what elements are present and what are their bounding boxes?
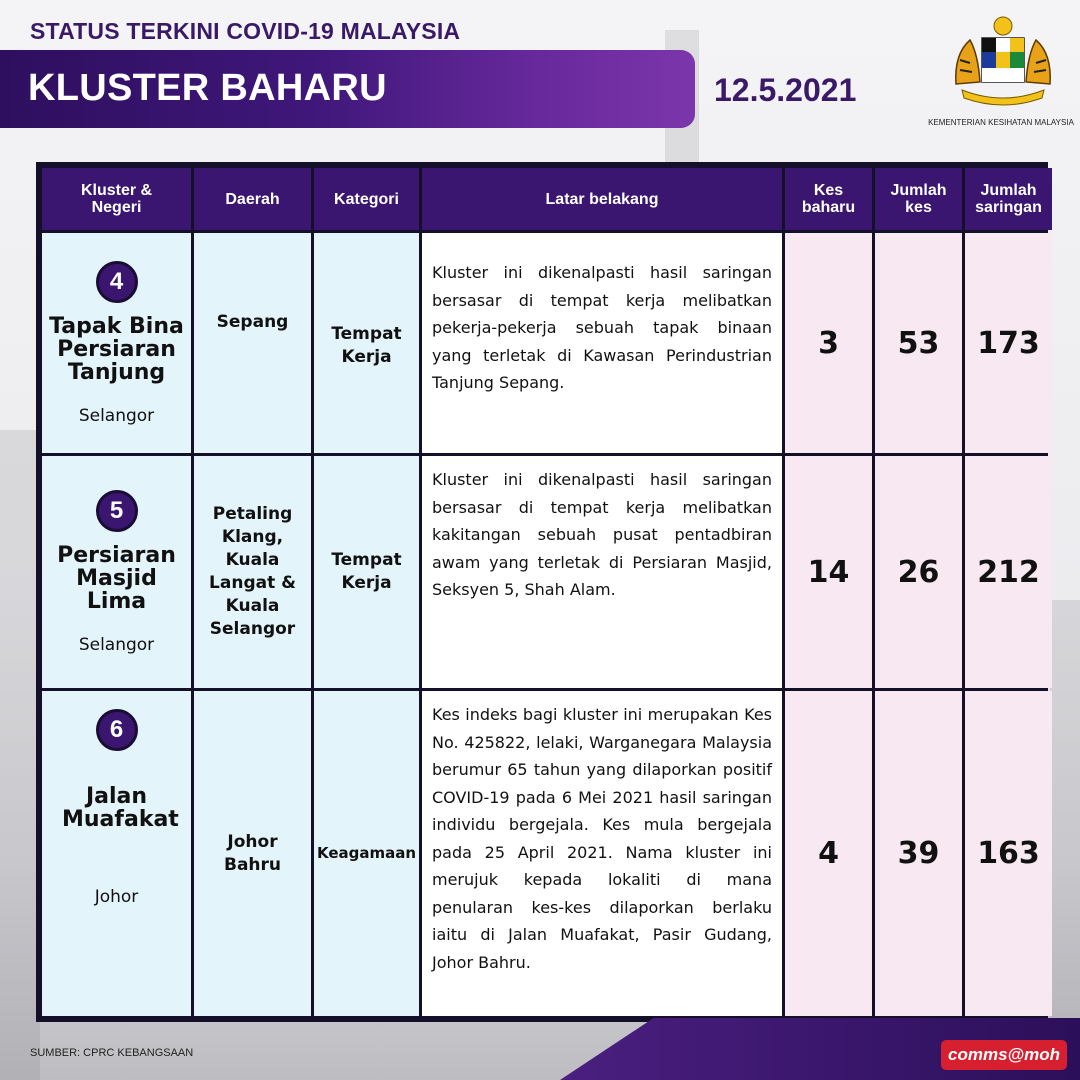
total-screening-cell <box>965 456 1052 688</box>
cluster-cell <box>42 456 191 688</box>
category-text: Keagamaan <box>316 844 417 862</box>
background-text: Kluster ini dikenalpasti hasil saringan bersasar di tempat kerja melibatkan pekerja-pekerja sebuah tapak binaan yang terletak di Kawasan Perindustrian Tanjung Sepang. <box>432 263 772 392</box>
cluster-state: Johor <box>94 887 139 907</box>
page-title: KLUSTER BAHARU <box>28 67 387 109</box>
district-cell <box>194 233 311 453</box>
district-text: Sepang <box>216 312 289 332</box>
total-cases-value: 53 <box>897 325 940 361</box>
background-cell <box>422 233 782 453</box>
background-text: Kes indeks bagi kluster ini merupakan Kes No. 425822, lelaki, Warganegara Malaysia berumur 65 tahun yang dilaporkan positif COVID-19 pada 6 Mei 2021 hasil saringan individu bergejala. Kes mula bergejala pada 25 April 2021. Nama kluster ini merujuk kepada lokaliti di mana penularan kes-kes dilaporkan berlaku iaitu di Jalan Muafakat, Pasir Gudang, Johor Bahru. <box>432 705 772 972</box>
district-cell <box>194 456 311 688</box>
cluster-number-badge: 4 <box>96 261 138 303</box>
background-cell <box>422 456 782 688</box>
cluster-name: Persiaran Masjid Lima <box>57 542 176 614</box>
category-text: Tempat Kerja <box>331 550 402 593</box>
new-cases-value: 3 <box>818 325 839 361</box>
category-cell <box>314 456 419 688</box>
district-text: Petaling Klang, Kuala Langat & Kuala Selangor <box>209 504 296 639</box>
title-banner <box>0 50 695 128</box>
total-cases-cell <box>875 691 962 1016</box>
total-screening-cell <box>965 691 1052 1016</box>
cluster-state: Selangor <box>78 634 155 655</box>
cluster-table <box>36 162 1048 1022</box>
cluster-number-badge: 6 <box>96 709 138 751</box>
header-latar: Latar belakang <box>422 168 782 230</box>
table-header-row <box>42 168 1052 230</box>
total-cases-value: 39 <box>897 836 940 871</box>
table-row <box>42 456 1052 688</box>
new-cases-value: 4 <box>818 836 839 871</box>
source-label: SUMBER: CPRC KEBANGSAAN <box>30 1047 194 1059</box>
header-kategori: Kategori <box>314 168 419 230</box>
background-cell <box>422 691 782 1016</box>
category-text: Tempat Kerja <box>331 324 402 367</box>
ministry-label: KEMENTERIAN KESIHATAN MALAYSIA <box>928 118 1074 127</box>
total-screening-value: 212 <box>977 554 1040 590</box>
district-text: Johor Bahru <box>223 831 282 875</box>
header-jumlah-kes: Jumlah kes <box>875 168 962 230</box>
background-building <box>0 430 40 1080</box>
header-jumlah-saringan: Jumlah saringan <box>965 168 1052 230</box>
new-cases-cell <box>785 456 872 688</box>
report-date: 12.5.2021 <box>714 72 857 108</box>
new-cases-cell <box>785 233 872 453</box>
category-cell <box>314 233 419 453</box>
header-kluster: Kluster & Negeri <box>42 168 191 230</box>
cluster-name: Jalan Muafakat <box>62 784 179 832</box>
cluster-cell <box>42 691 191 1016</box>
malaysia-coat-of-arms-icon <box>948 14 1058 106</box>
category-cell <box>314 691 419 1016</box>
total-cases-cell <box>875 456 962 688</box>
cluster-cell <box>42 233 191 453</box>
cluster-name: Tapak Bina Persiaran Tanjung <box>49 313 184 385</box>
total-cases-cell <box>875 233 962 453</box>
total-screening-value: 163 <box>977 836 1040 871</box>
new-cases-value: 14 <box>807 554 850 590</box>
top-title: STATUS TERKINI COVID-19 MALAYSIA <box>30 18 461 44</box>
background-text: Kluster ini dikenalpasti hasil saringan bersasar di tempat kerja melibatkan kakitangan sebuah pusat pentadbiran awam yang terletak di Persiaran Masjid, Seksyen 5, Shah Alam. <box>432 470 772 599</box>
table-row <box>42 691 1052 1016</box>
total-screening-value: 173 <box>977 325 1040 361</box>
total-screening-cell <box>965 233 1052 453</box>
table-row <box>42 233 1052 453</box>
district-cell <box>194 691 311 1016</box>
total-cases-value: 26 <box>897 554 940 590</box>
cluster-state: Selangor <box>78 405 155 426</box>
header-kes-baharu: Kes baharu <box>785 168 872 230</box>
header-daerah: Daerah <box>194 168 311 230</box>
brand-badge: comms@moh <box>941 1040 1067 1070</box>
cluster-number-badge: 5 <box>96 490 138 532</box>
new-cases-cell <box>785 691 872 1016</box>
